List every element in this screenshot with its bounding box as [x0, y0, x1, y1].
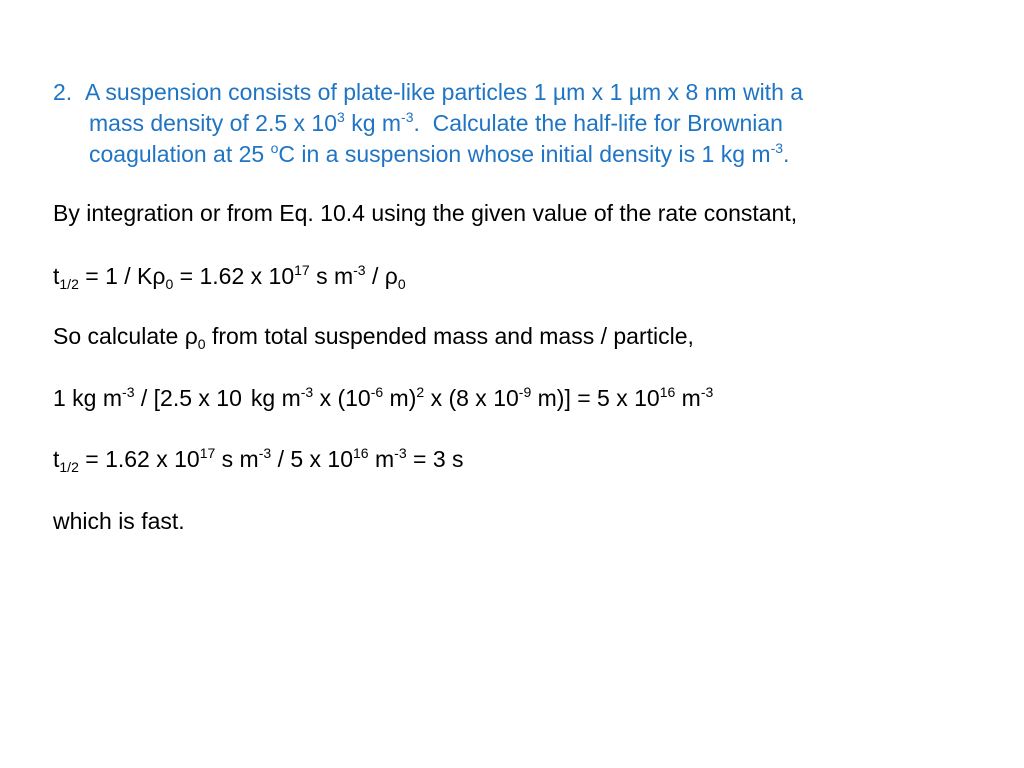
eq3-c-sup: 16 [353, 445, 369, 461]
problem-line-3 [53, 139, 953, 170]
eq2-f: x (8 x 10 [424, 385, 519, 411]
problem-line-3-a: coagulation at 25 [89, 141, 271, 167]
problem-line-2-exp-2: -3 [401, 109, 414, 125]
eq2-a-sup: -3 [122, 384, 135, 400]
eq2-f-sup: -9 [518, 384, 532, 400]
eq2-d: x (10 [313, 385, 371, 411]
solution-intro: By integration or from Eq. 10.4 using the given value of the rate constant, [53, 200, 798, 226]
conclusion: which is fast. [53, 508, 185, 534]
problem-line-1 [53, 77, 953, 108]
eq2-a: 1 kg m [53, 385, 123, 411]
problem-line-2-a: mass density of 2.5 x 10 [89, 110, 338, 136]
equation-half-life-result [53, 445, 464, 473]
eq2-g: m)] = 5 x 10 [531, 385, 660, 411]
eq2-e-sup: 2 [416, 384, 425, 400]
problem-line-3-c: . [783, 141, 790, 167]
eq3-e: = 3 s [406, 446, 464, 472]
problem-line-2-c: . Calculate the half-life for Brownian [413, 110, 783, 136]
calc-text-b: from total suspended mass and mass / particle, [205, 323, 694, 349]
calculation-instruction [53, 322, 694, 350]
equation-particle-density [53, 384, 713, 412]
problem-line-3-exp-2: -3 [770, 140, 784, 156]
problem-line-1-text: A suspension consists of plate-like particles 1 µm x 1 µm x 8 nm with a [84, 79, 804, 105]
eq2-e: m) [383, 385, 417, 411]
eq3-a: = 1.62 x 10 [78, 446, 200, 472]
problem-line-3-exp-1: o [270, 140, 279, 156]
eq2-g-sup: 16 [659, 384, 676, 400]
calc-text-sub: 0 [197, 336, 206, 352]
eq2-b: / [2.5 x 10 [134, 385, 242, 411]
eq1-b: = 1.62 x 10 [173, 263, 295, 289]
eq2-c-sup: -3 [300, 384, 314, 400]
eq2-h-sup: -3 [700, 384, 714, 400]
eq3-t: t [53, 446, 60, 472]
eq3-d: m [368, 446, 395, 472]
problem-number: 2. [53, 79, 73, 105]
eq2-d-sup: -6 [370, 384, 384, 400]
eq3-d-sup: -3 [394, 445, 407, 461]
calc-text-a: So calculate ρ [53, 323, 198, 349]
eq1-c: s m [309, 263, 354, 289]
problem-line-3-b: C in a suspension whose initial density is 1 kg m [278, 141, 771, 167]
eq1-d: / ρ [365, 263, 398, 289]
eq3-b-sup: -3 [258, 445, 272, 461]
eq1-c-sup: -3 [353, 262, 366, 278]
eq1-a-sub: 0 [165, 276, 174, 292]
problem-line-2-exp-1: 3 [337, 109, 345, 125]
equation-half-life-general [53, 262, 406, 290]
eq2-c: kg m [250, 385, 301, 411]
eq3-a-sup: 17 [199, 445, 216, 461]
eq1-b-sup: 17 [294, 262, 310, 278]
eq1-t-sub: 1/2 [59, 276, 79, 292]
eq1-d-sub: 0 [397, 276, 406, 292]
eq3-c: / 5 x 10 [271, 446, 354, 472]
problem-line-2 [53, 108, 953, 139]
eq1-a: = 1 / Kρ [78, 263, 166, 289]
eq3-t-sub: 1/2 [59, 459, 79, 475]
eq1-t: t [53, 263, 60, 289]
problem-statement [53, 77, 953, 170]
problem-line-2-b: kg m [344, 110, 402, 136]
eq2-h: m [675, 385, 701, 411]
eq3-b: s m [215, 446, 259, 472]
